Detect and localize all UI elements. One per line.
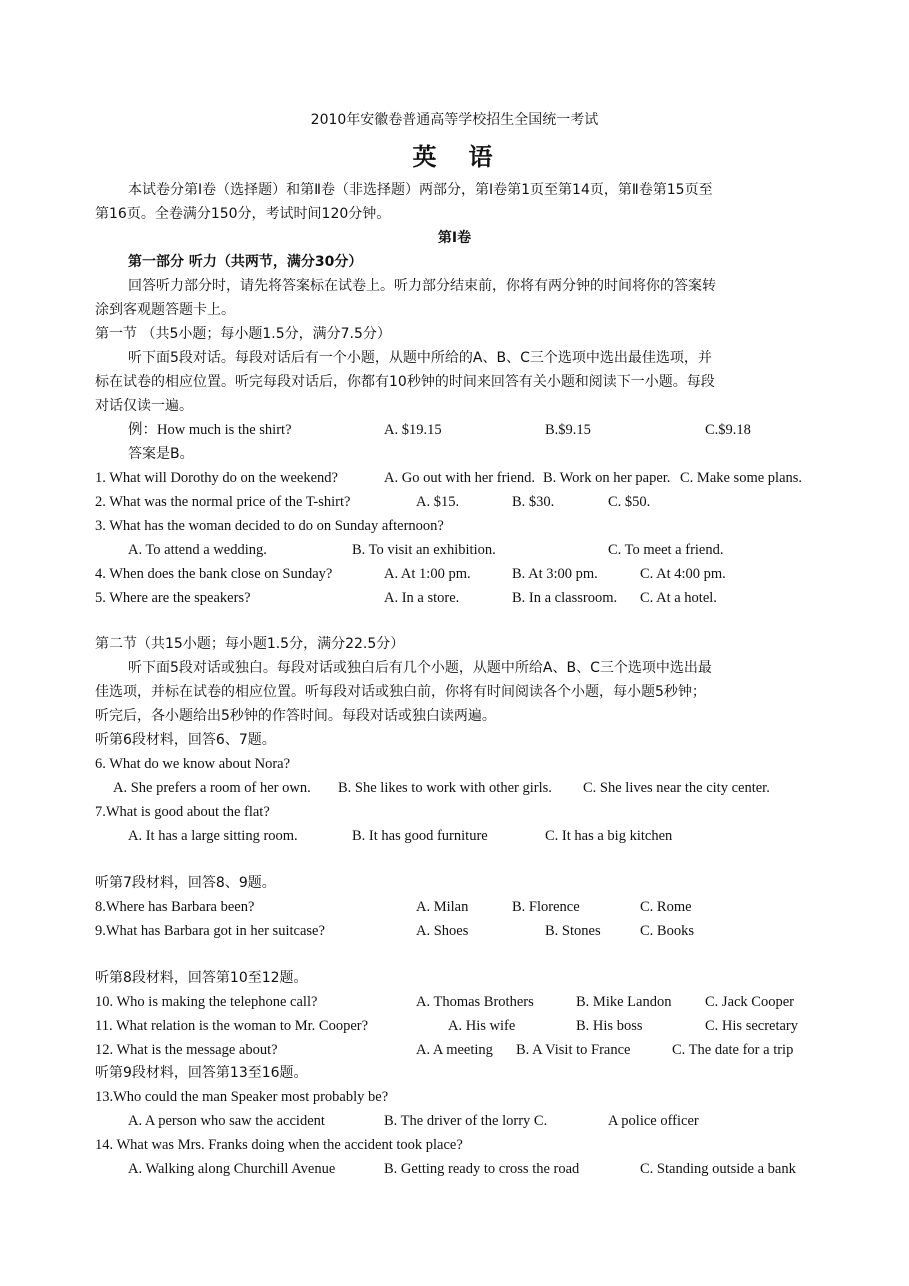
- option-c: C. It has a big kitchen: [545, 828, 673, 844]
- options-row: [0, 538, 909, 562]
- option-a: A. She prefers a room of her own.: [113, 780, 311, 796]
- example-option-c: C.$9.18: [705, 422, 751, 438]
- question-text: 13.Who could the man Speaker most probably be?: [95, 1089, 389, 1105]
- question-row: [0, 514, 909, 538]
- question-text: 5. Where are the speakers?: [95, 590, 251, 606]
- question-text: 8.Where has Barbara been?: [95, 899, 255, 915]
- option-b: B. The driver of the lorry C.: [384, 1113, 548, 1129]
- option-a: A. To attend a wedding.: [128, 542, 267, 558]
- option-b: B. Florence: [512, 899, 580, 915]
- option-c: C. $50.: [608, 494, 651, 510]
- option-a: A. Go out with her friend.: [384, 470, 536, 486]
- section1-instr-2: 标在试卷的相应位置。听完每段对话后，你都有10秒钟的时间来回答有关小题和阅读下一小题。每段: [95, 374, 715, 390]
- part1-note-2: 涂到客观题答题卡上。: [95, 302, 235, 318]
- option-c: C. Books: [640, 923, 694, 939]
- question-text: 4. When does the bank close on Sunday?: [95, 566, 333, 582]
- question-text: 3. What has the woman decided to do on Sunday afternoon?: [95, 518, 444, 534]
- question-row: [0, 895, 909, 919]
- options-row: [0, 1109, 909, 1133]
- question-row: [0, 490, 909, 514]
- section2-instr-3: 听完后，各小题给出5秒钟的作答时间。每段对话或独白读两遍。: [95, 708, 496, 724]
- question-text: 14. What was Mrs. Franks doing when the accident took place?: [95, 1137, 463, 1153]
- question-row: [0, 562, 909, 586]
- option-c: C. The date for a trip: [672, 1042, 794, 1058]
- subject-title: 英 语: [412, 143, 497, 171]
- options-row: [0, 1157, 909, 1181]
- option-a: A. Thomas Brothers: [416, 994, 534, 1010]
- option-a: A. It has a large sitting room.: [128, 828, 298, 844]
- question-text: 9.What has Barbara got in her suitcase?: [95, 923, 325, 939]
- option-c: C. Jack Cooper: [705, 994, 794, 1010]
- example-answer: 答案是B。: [128, 446, 194, 462]
- question-row: [0, 1014, 909, 1038]
- section2-instr-2: 佳选项，并标在试卷的相应位置。听每段对话或独白前，你将有时间阅读各个小题，每小题5秒钟；: [95, 684, 706, 700]
- option-b: B. Work on her paper.: [543, 470, 671, 486]
- question-text: 6. What do we know about Nora?: [95, 756, 291, 772]
- option-a: A. $15.: [416, 494, 460, 510]
- question-row: [0, 919, 909, 943]
- option-a: A. At 1:00 pm.: [384, 566, 471, 582]
- question-text: 11. What relation is the woman to Mr. Cooper?: [95, 1018, 369, 1034]
- question-text: 2. What was the normal price of the T-shirt?: [95, 494, 351, 510]
- question-row: [0, 752, 909, 776]
- option-a: A. Milan: [416, 899, 469, 915]
- option-c: C. At a hotel.: [640, 590, 717, 606]
- option-a: A. In a store.: [384, 590, 460, 606]
- example-row: [0, 418, 909, 442]
- options-row: [0, 776, 909, 800]
- option-c: C. Make some plans.: [680, 470, 803, 486]
- section1-instr-3: 对话仅读一遍。: [95, 398, 193, 414]
- part1-heading: 第一部分 听力（共两节，满分30分）: [128, 254, 363, 270]
- volume-heading: 第Ⅰ卷: [437, 230, 472, 246]
- option-b: B. In a classroom.: [512, 590, 618, 606]
- intro-line-1: 本试卷分第Ⅰ卷（选择题）和第Ⅱ卷（非选择题）两部分，第Ⅰ卷第1页至第14页，第Ⅱ卷第15页至: [128, 182, 713, 198]
- option-b: B. It has good furniture: [352, 828, 488, 844]
- option-c: C. His secretary: [705, 1018, 799, 1034]
- option-b: B. Mike Landon: [576, 994, 672, 1010]
- exam-title: 2010年安徽卷普通高等学校招生全国统一考试: [310, 112, 599, 128]
- question-text: 1. What will Dorothy do on the weekend?: [95, 470, 338, 486]
- option-b: B. She likes to work with other girls.: [338, 780, 552, 796]
- section1-heading: 第一节 （共5小题；每小题1.5分，满分7.5分）: [95, 326, 391, 342]
- option-a: A. Shoes: [416, 923, 469, 939]
- intro-line-2: 第16页。全卷满分150分，考试时间120分钟。: [95, 206, 391, 222]
- material-8-heading: 听第8段材料，回答第10至12题。: [95, 970, 308, 986]
- question-text: 10. Who is making the telephone call?: [95, 994, 318, 1010]
- question-row: [0, 1085, 909, 1109]
- option-a: A. His wife: [448, 1018, 516, 1034]
- section1-instr-1: 听下面5段对话。每段对话后有一个小题，从题中所给的A、B、C三个选项中选出最佳选项，并: [128, 350, 712, 366]
- question-row: [0, 1133, 909, 1157]
- example-option-b: B.$9.15: [545, 422, 591, 438]
- option-c: C. She lives near the city center.: [583, 780, 770, 796]
- part1-note-1: 回答听力部分时，请先将答案标在试卷上。听力部分结束前，你将有两分钟的时间将你的答案转: [128, 278, 716, 294]
- question-row: [0, 1038, 909, 1062]
- option-b: B. To visit an exhibition.: [352, 542, 496, 558]
- example-option-a: A. $19.15: [384, 422, 442, 438]
- question-row: [0, 990, 909, 1014]
- option-b: B. $30.: [512, 494, 555, 510]
- material-6-heading: 听第6段材料，回答6、7题。: [95, 732, 276, 748]
- question-row: [0, 586, 909, 610]
- question-row: [0, 466, 909, 490]
- option-a: A. A meeting: [416, 1042, 493, 1058]
- option-b: B. Stones: [545, 923, 601, 939]
- material-7-heading: 听第7段材料，回答8、9题。: [95, 875, 276, 891]
- option-c: A police officer: [608, 1113, 699, 1129]
- options-row: [0, 824, 909, 848]
- section2-instr-1: 听下面5段对话或独白。每段对话或独白后有几个小题，从题中所给A、B、C三个选项中选出最: [128, 660, 712, 676]
- option-a: A. A person who saw the accident: [128, 1113, 325, 1129]
- option-b: B. A Visit to France: [516, 1042, 631, 1058]
- section2-heading: 第二节（共15小题；每小题1.5分，满分22.5分）: [95, 636, 405, 652]
- option-c: C. Standing outside a bank: [640, 1161, 796, 1177]
- option-c: C. To meet a friend.: [608, 542, 724, 558]
- option-a: A. Walking along Churchill Avenue: [128, 1161, 336, 1177]
- material-9-heading: 听第9段材料，回答第13至16题。: [95, 1065, 308, 1081]
- question-text: 12. What is the message about?: [95, 1042, 278, 1058]
- question-row: [0, 800, 909, 824]
- option-b: B. Getting ready to cross the road: [384, 1161, 580, 1177]
- option-b: B. At 3:00 pm.: [512, 566, 598, 582]
- option-b: B. His boss: [576, 1018, 643, 1034]
- option-c: C. Rome: [640, 899, 692, 915]
- example-question: 例：How much is the shirt?: [128, 422, 292, 438]
- option-c: C. At 4:00 pm.: [640, 566, 726, 582]
- question-text: 7.What is good about the flat?: [95, 804, 270, 820]
